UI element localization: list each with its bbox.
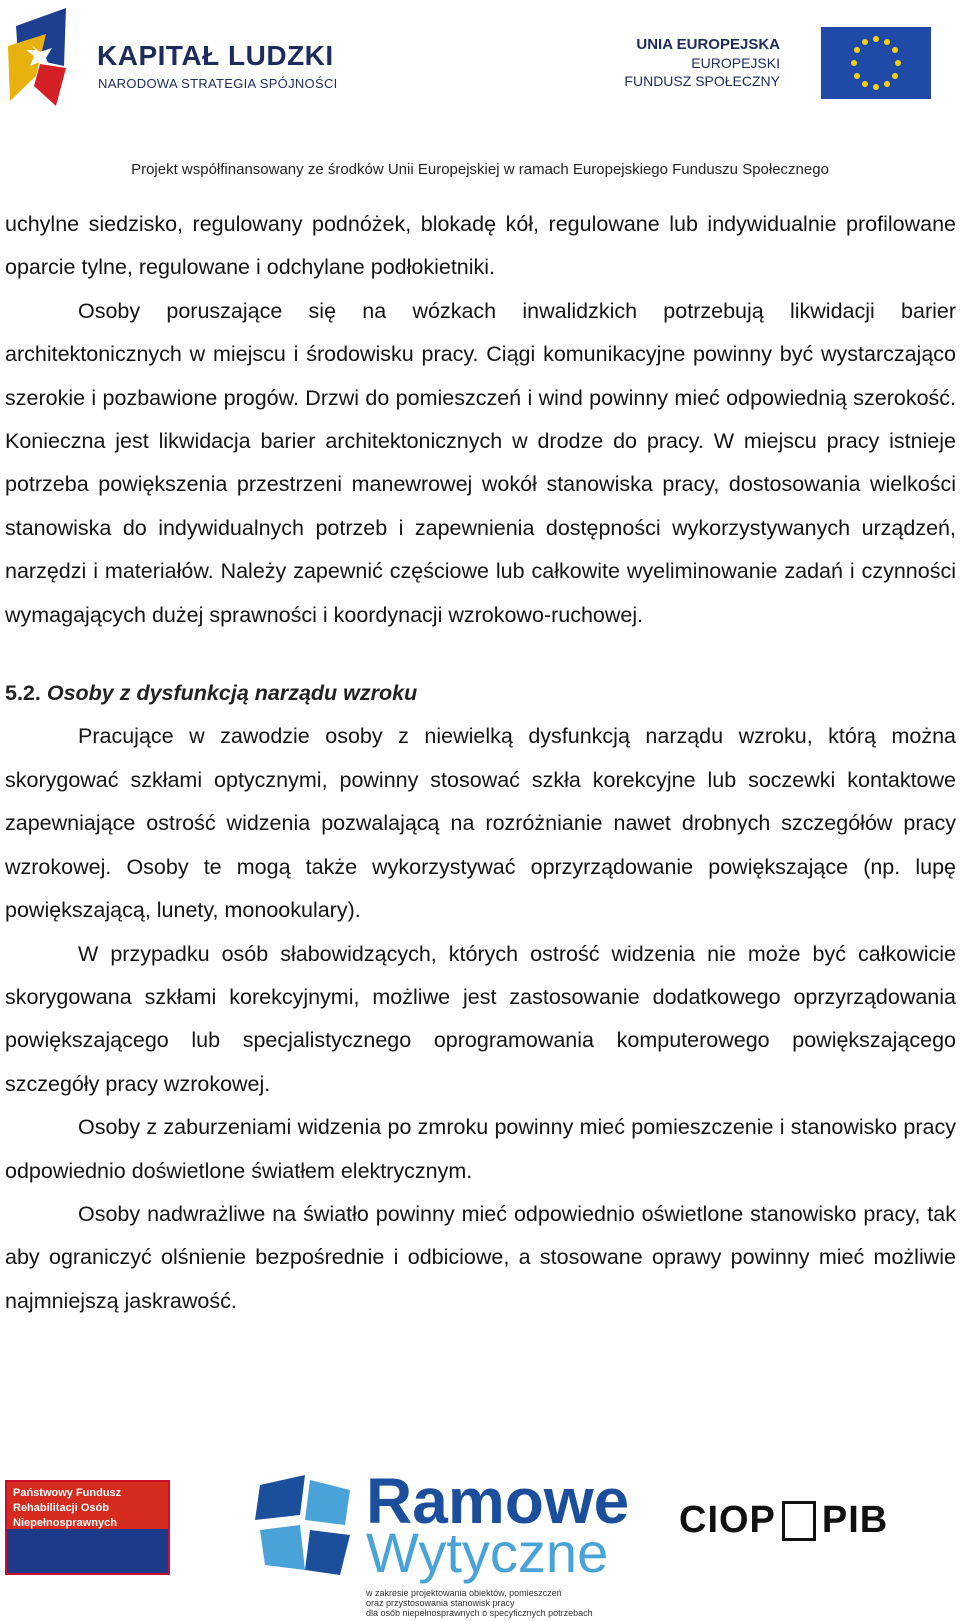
page-header bbox=[0, 0, 960, 190]
page-footer bbox=[0, 1455, 960, 1621]
paragraph-1: uchylne siedzisko, regulowany podnóżek, blokadę kół, regulowane lub indywidualnie profilowane oparcie tylne, regulowane i odchylane podłokietniki. bbox=[5, 212, 956, 280]
eu-text-block bbox=[624, 36, 780, 90]
eu-line-2: EUROPEJSKI bbox=[691, 55, 780, 71]
ciop-pib-logo bbox=[679, 1499, 888, 1542]
pib-text: PIB bbox=[821, 1499, 889, 1541]
paragraph-4: W przypadku osób słabowidzących, których ostrość widzenia nie może być całkowicie skorygowana szkłami korekcyjnymi, możliwe jest zastosowanie dodatkowego oprzyrządowania powiększającego lub specjalistycznego oprogramowania komputerowego powiększającego szczegóły pracy wzrokowej. bbox=[5, 941, 956, 1096]
paragraph-2: Osoby poruszające się na wózkach inwalidzkich potrzebują likwidacji barier architektonicznych w miejscu i środowisku pracy. Ciągi komunikacyjne powinny być wystarczająco szerokie i pozbawione progów. Drzwi do pomieszczeń i wind powinny mieć odpowiednią szerokość. Konieczna jest likwidacja barier architektonicznych w drodze do pracy. W miejscu pracy istnieje potrzeba powiększenia przestrzeni manewrowej wokół stanowiska pracy, dostosowania wielkości stanowiska do indywidualnych potrzeb i zapewnienia dostępności wykorzystywanych urządzeń, narzędzi i materiałów. Należy zapewnić częściowe lub całkowite wyeliminowanie zadań i czynności wymagających dużej sprawności i koordynacji wzrokowo-ruchowej. bbox=[5, 298, 956, 627]
kapital-ludzki-subtitle: NARODOWA STRATEGIA SPÓJNOŚCI bbox=[98, 76, 338, 91]
wytyczne-title: Wytyczne bbox=[366, 1521, 609, 1584]
section-title: Osoby z dysfunkcją narządu wzroku bbox=[46, 681, 418, 706]
section-number: 5.2. bbox=[5, 681, 41, 706]
eu-line-1: UNIA EUROPEJSKA bbox=[636, 36, 780, 53]
document-body bbox=[5, 203, 956, 1323]
paragraph-3: Pracujące w zawodzie osoby z niewielką dysfunkcją narządu wzroku, którą można skorygować szkłami optycznymi, powinny stosować szkła korekcyjne lub soczewki kontaktowe zapewniające ostrość widzenia pozwalającą na rozróżnianie nawet drobnych szczegółów pracy wzrokowej. Osoby te mogą także wykorzystywać oprzyrządowanie powiększające (np. lupę powiększającą, lunety, monookulary). bbox=[5, 724, 956, 923]
pfron-text: Państwowy Fundusz Rehabilitacji Osób Niepełnosprawnych bbox=[13, 1487, 122, 1529]
paragraph-6: Osoby nadwrażliwe na światło powinny mieć odpowiednio oświetlone stanowisko pracy, tak aby ograniczyć olśnienie bezpośrednie i odbiciowe, a stosowane oprawy powinny mieć możliwie najmniejszą jaskrawość. bbox=[5, 1201, 956, 1313]
kapital-ludzki-title: KAPITAŁ LUDZKI bbox=[97, 40, 334, 71]
ramowe-wytyczne-logo-icon bbox=[255, 1475, 355, 1575]
pfron-logo bbox=[5, 1480, 170, 1575]
ramowe-title: Ramowe bbox=[366, 1465, 630, 1537]
eu-flag-icon bbox=[821, 27, 931, 99]
eu-line-3: FUNDUSZ SPOŁECZNY bbox=[624, 73, 780, 89]
section-heading bbox=[5, 672, 956, 715]
ramowe-small-text: w zakresie projektowania obiektów, pomieszczeń oraz przystosowania stanowisk pracy dla osób niepełnosprawnych o specyficznych potrzebach bbox=[366, 1588, 593, 1618]
ciop-text: CIOP bbox=[679, 1499, 776, 1541]
ciop-mark-icon bbox=[782, 1501, 816, 1541]
kapital-ludzki-logo-icon bbox=[6, 6, 72, 116]
paragraph-5: Osoby z zaburzeniami widzenia po zmroku powinny mieć pomieszczenie i stanowisko pracy odpowiednio doświetlone światłem elektrycznym. bbox=[5, 1115, 956, 1183]
project-cofinancing-line: Projekt współfinansowany ze środków Unii Europejskiej w ramach Europejskiego Funduszu Społecznego bbox=[131, 161, 829, 178]
